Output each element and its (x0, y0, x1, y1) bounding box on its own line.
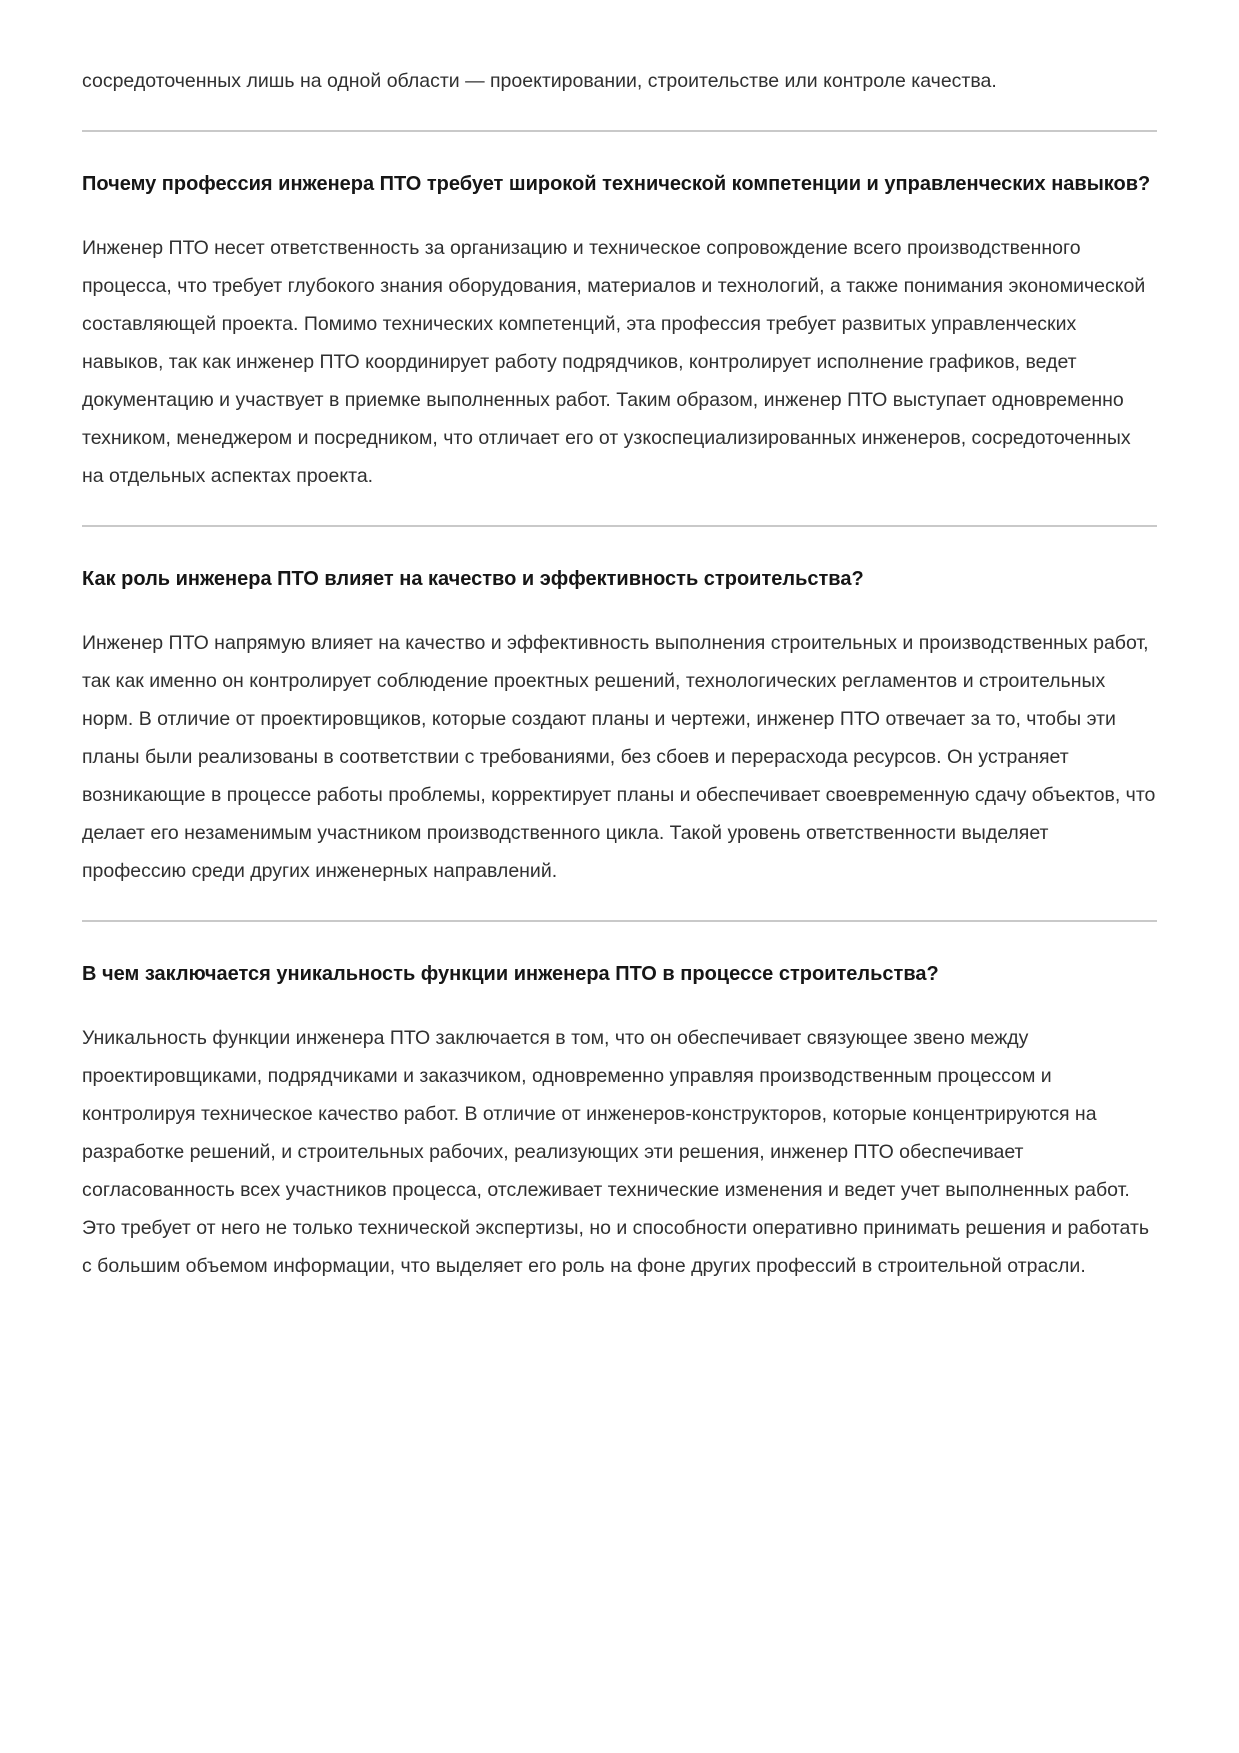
answer-paragraph: Инженер ПТО несет ответственность за организацию и техническое сопровождение всего производственного процесса, что требует глубокого знания оборудования, материалов и технологий, а также понимания экономической составляющей проекта. Помимо технических компетенций, эта профессия требует развитых управленческих навыков, так как инженер ПТО координирует работу подрядчиков, контролирует исполнение графиков, ведет документацию и участвует в приемке выполненных работ. Таким образом, инженер ПТО выступает одновременно техником, менеджером и посредником, что отличает его от узкоспециализированных инженеров, сосредоточенных на отдельных аспектах проекта. (82, 237, 1146, 487)
answer-paragraph: Уникальность функции инженера ПТО заключается в том, что он обеспечивает связующее звено между проектировщиками, подрядчиками и заказчиком, одновременно управляя производственным процессом и контролируя техническое качество работ. В отличие от инженеров-конструкторов, которые концентрируются на разработке решений, и строительных рабочих, реализующих эти решения, инженер ПТО обеспечивает согласованность всех участников процесса, отслеживает технические изменения и ведет учет выполненных работ. Это требует от него не только технической экспертизы, но и способности оперативно принимать решения и работать с большим объемом информации, что выделяет его роль на фоне других профессий в строительной отрасли. (82, 1027, 1150, 1277)
question-heading: Почему профессия инженера ПТО требует широкой технической компетенции и управленческих навыков? (82, 173, 1151, 195)
qa-section (82, 955, 1157, 1285)
question-heading: В чем заключается уникальность функции инженера ПТО в процессе строительства? (82, 963, 939, 985)
section-divider (82, 525, 1157, 527)
section-divider (82, 130, 1157, 132)
qa-section (82, 165, 1157, 495)
qa-document (82, 62, 1157, 1285)
qa-section (82, 560, 1157, 890)
answer-paragraph: Инженер ПТО напрямую влияет на качество и эффективность выполнения строительных и производственных работ, так как именно он контролирует соблюдение проектных решений, технологических регламентов и строительных норм. В отличие от проектировщиков, которые создают планы и чертежи, инженер ПТО отвечает за то, чтобы эти планы были реализованы в соответствии с требованиями, без сбоев и перерасхода ресурсов. Он устраняет возникающие в процессе работы проблемы, корректирует планы и обеспечивает своевременную сдачу объектов, что делает его незаменимым участником производственного цикла. Такой уровень ответственности выделяет профессию среди других инженерных направлений. (82, 632, 1156, 882)
carryover-paragraph: сосредоточенных лишь на одной области — проектировании, строительстве или контроле качества. (82, 70, 997, 92)
section-divider (82, 920, 1157, 922)
question-heading: Как роль инженера ПТО влияет на качество и эффективность строительства? (82, 568, 864, 590)
